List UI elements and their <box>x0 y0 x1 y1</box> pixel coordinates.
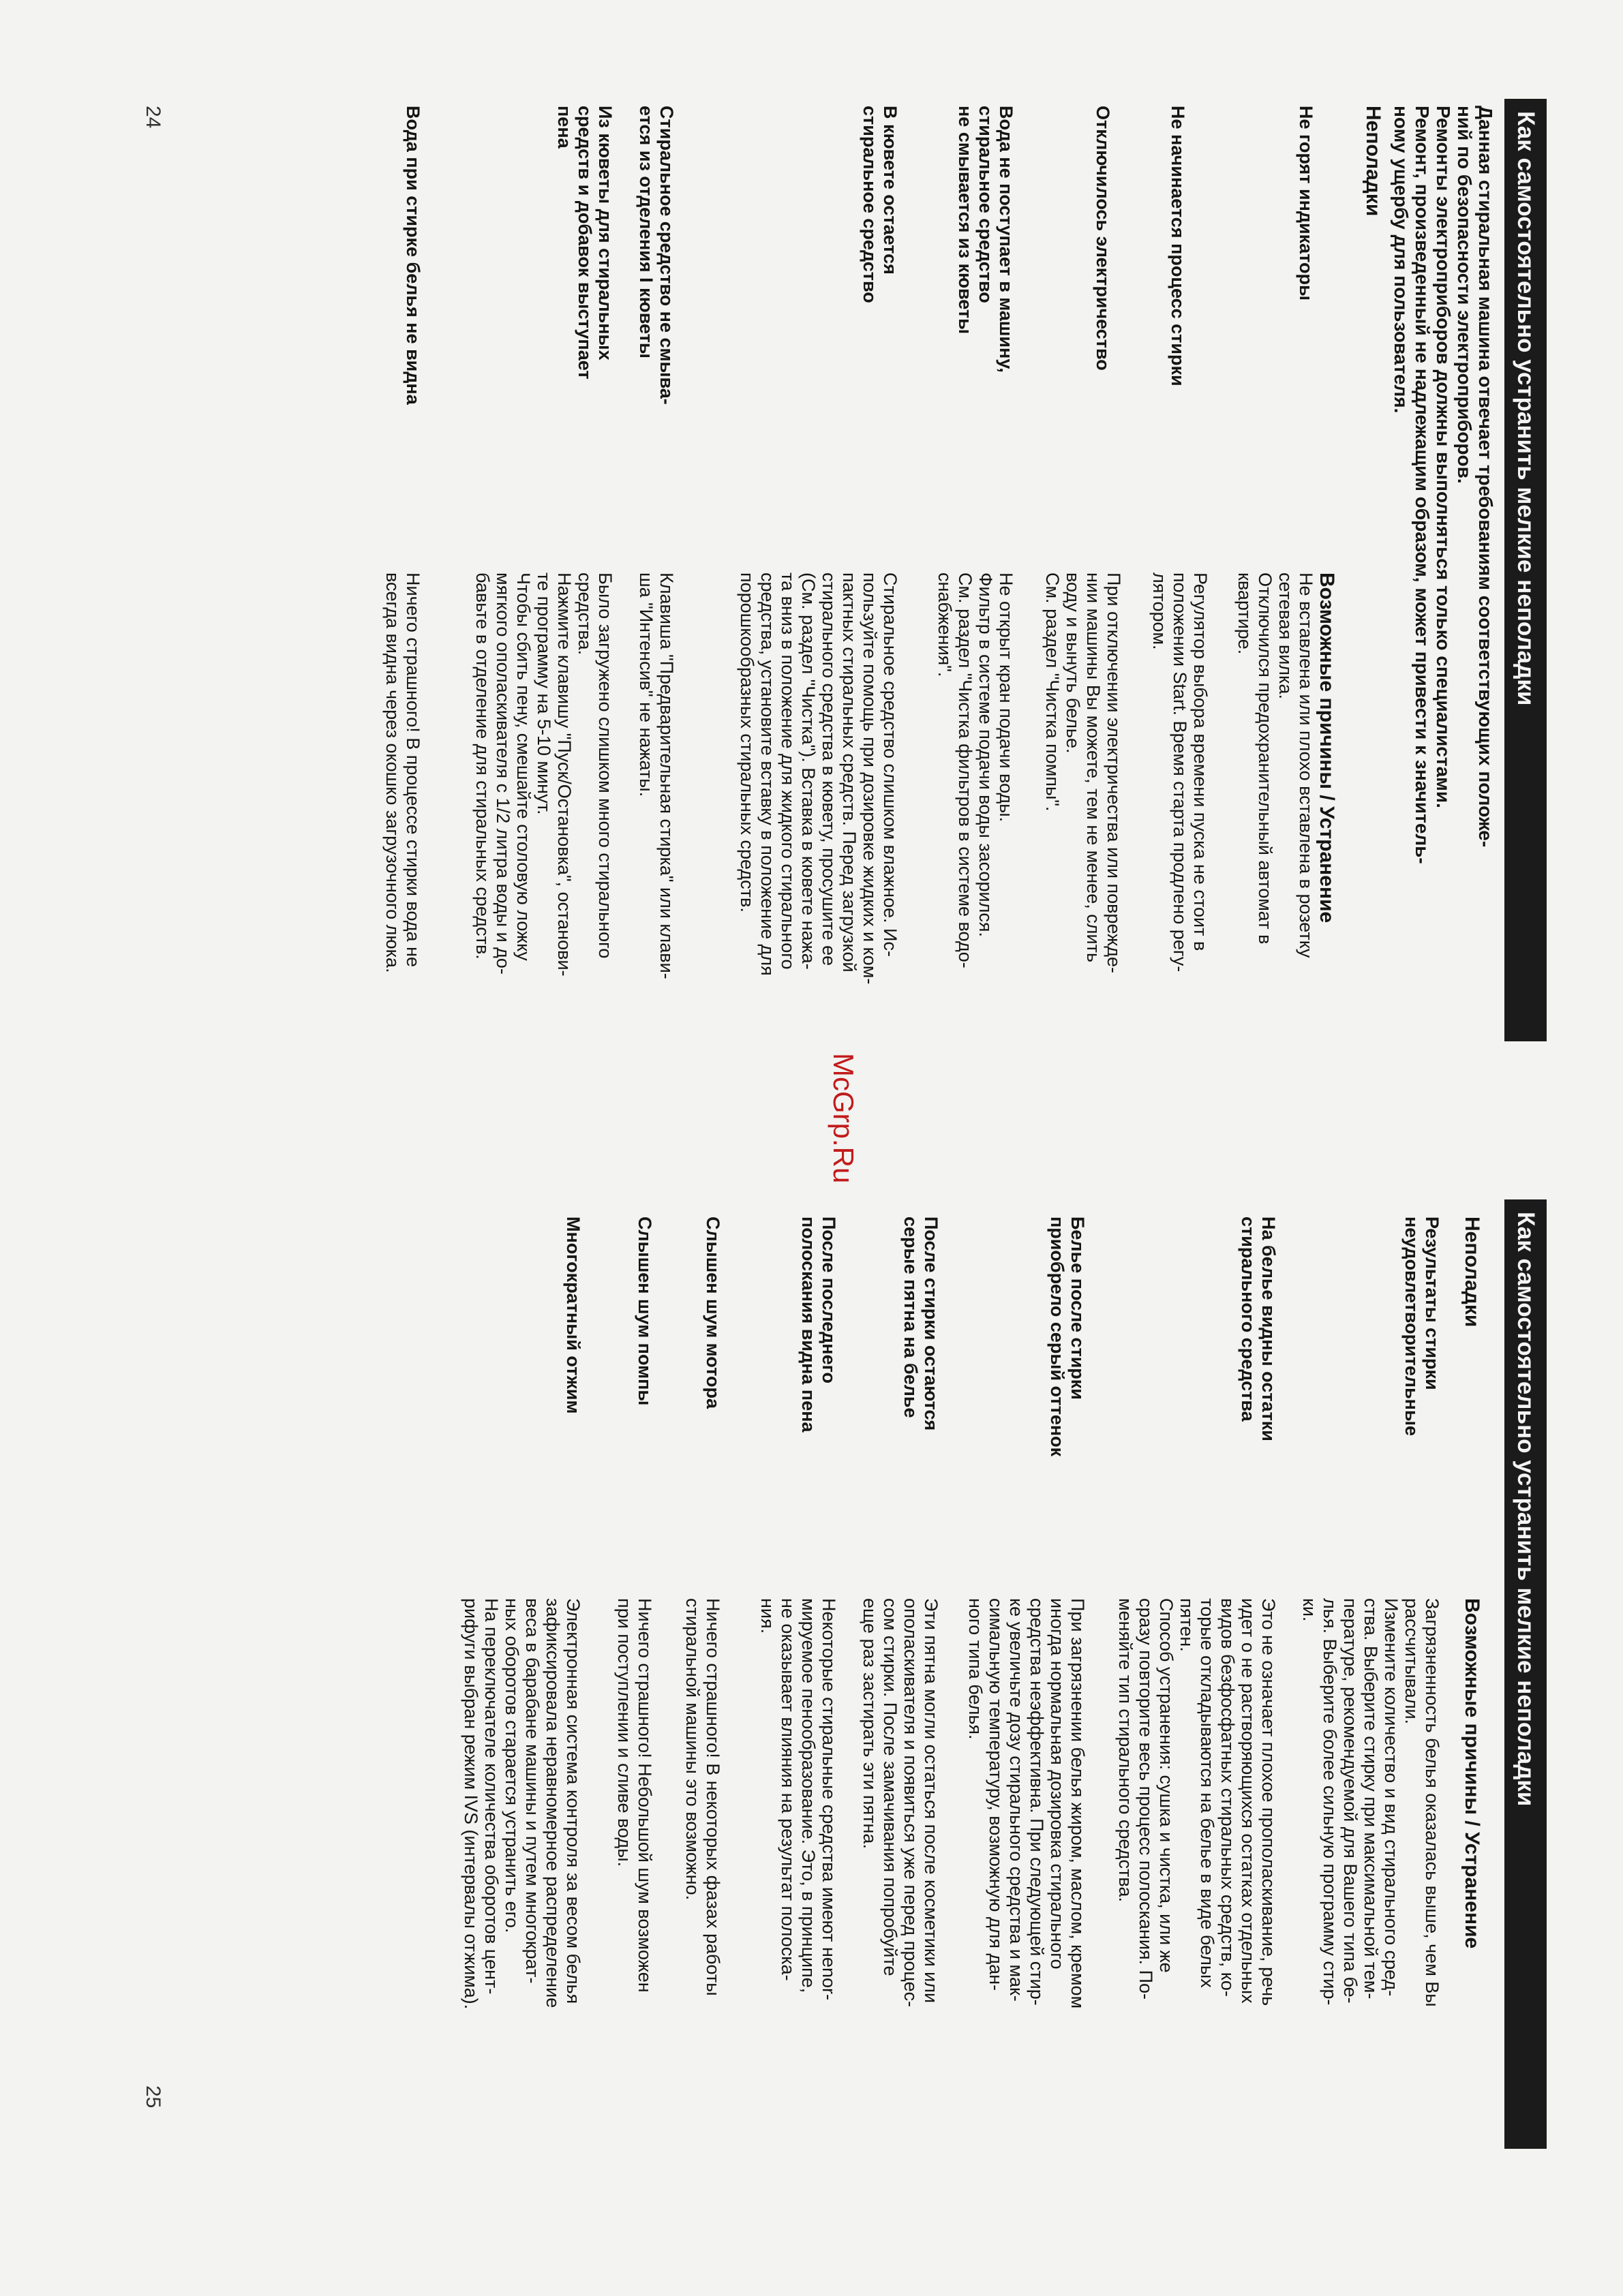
intro-line: ному ущербу для пользователя. <box>1391 106 1412 414</box>
problem-label: Вода не поступает в машину, стиральное средство не смывается из кюветы <box>955 106 1016 373</box>
problem-label: Отключилось электричество <box>1093 106 1113 371</box>
problem-label: Результаты стирки неудовлетворительные <box>1401 1216 1442 1437</box>
solution-text: Это не означает плохое прополаскивание, речь идет о не растворяющихся остатках отдельных видов безфосфатных стиральных средств, ко- торые откладываются на белье в виде белых пятен. Способ устранения: сушка и чистка, или же сразу повторите весь процесс полоскания. По- меняйте тип стирального средства. <box>1115 1598 1279 2006</box>
solution-text: Ничего страшного! В некоторых фазах работы стиральной машины это возможно. <box>682 1598 723 1996</box>
solution-text: При загрязнении белья жиром, маслом, кремом иногда нормальная дозировка стирального средства неэффективна. При следующей стир- ке увеличьте дозу стирального средства и мак- симальную температуру, возможную для дан- ного типа белья. <box>965 1598 1088 2009</box>
watermark-text: McGrp.Ru <box>828 1053 860 1184</box>
solution-text: Было загружено слишком много стирального средства. Нажмите клавишу "Пуск/Остановка", останови- те программу на 5-10 минут. Чтобы сбить пену, смешайте столовую ложку мягкого ополаскивателя с 1/2 литра воды и до- бавьте в отделение для стиральных средств. <box>472 572 616 977</box>
problem-label: Из кюветы для стиральных средств и добавок выступает пена <box>554 106 616 380</box>
problem-label: Не горят индикаторы <box>1296 106 1316 301</box>
page-title: Как самостоятельно устранить мелкие неполадки <box>1504 99 1547 1041</box>
solution-text: Ничего страшного! В процессе стирки вода не всегда видна через окошко загрузочного люка. <box>382 572 423 973</box>
problem-label: На белье видны остатки стирального средства <box>1238 1216 1279 1441</box>
solution-text: Электронная система контроля за весом белья зафиксировала неравномерное распределение веса в барабане машины и путем многократ- ных оборотов старается устранить его. На переключателе количества оборотов цент- рифуги выбран режим IVS (интервалы отжима). <box>461 1598 583 2010</box>
column-header-solution: Возможные причины / Устранение <box>1316 572 1338 923</box>
solution-text: Не открыт кран подачи воды. Фильтр в системе подачи воды засорился. См. раздел "Чистка фильтров в системе водо- снабжения". <box>935 572 1016 968</box>
solution-text: Клавиша "Предварительная стирка" или клави- ша "Интенсив" не нажаты. <box>636 572 677 979</box>
solution-text: Эти пятна могли остаться после косметики или ополаскивателя и появиться уже перед процес- сом стирки. После замачивания попробуйте еще раз застирать эти пятна. <box>860 1598 941 2008</box>
page-title: Как самостоятельно устранить мелкие неполадки <box>1504 1199 1547 2149</box>
problem-label: Слышен шум мотора <box>703 1216 723 1409</box>
page-25 <box>0 1169 1623 2296</box>
solution-text: При отключении электричества или поврежде- нии машины Вы можете, тем не менее, слить воду и вынуть белье. См. раздел "Чистка помпы". <box>1042 572 1124 973</box>
intro-line: Ремонт, произведенный не надлежащим образом, может привести к значитель- <box>1412 106 1433 864</box>
page-number: 25 <box>142 2085 164 2109</box>
problem-label: Многократный отжим <box>563 1216 583 1414</box>
intro-line: Данная стиральная машина отвечает требованиям соответствующих положе- <box>1475 106 1496 848</box>
problem-label: Стиральное средство не смыва- ется из отделения I кюветы <box>636 106 677 405</box>
problem-label: После последнего полоскания видна пена <box>798 1216 839 1433</box>
solution-text: Не вставлена или плохо вставлена в розетку сетевая вилка. Отключился предохранительный автомат в квартире. <box>1234 572 1316 958</box>
problem-label: Не начинается процесс стирки <box>1168 106 1188 386</box>
solution-text: Некоторые стиральные средства имеют нenor- мируемое пенообразование. Это, в принципе, не оказывает влияния на результат полоска- ния. <box>757 1598 839 2000</box>
intro-line: Ремонты электроприборов должны выполняться только специалистами. <box>1433 106 1454 808</box>
problem-label: Белье после стирки приобрело серый оттенок <box>1047 1216 1088 1457</box>
solution-text: Загрязненность белья оказалась выше, чем Вы рассчитывали. Измените количество и вид стирального сред- ства. Выберите стирку при максимальной тем- пературе, рекомендуемой для Вашего типа бе- лья. Выберите более сильную программу стир- ки. <box>1299 1598 1442 2007</box>
problem-label: После стирки остаются серые пятна на белье <box>900 1216 941 1431</box>
solution-text: Ничего страшного! Небольшой шум возможен при поступлении и сливе воды. <box>614 1598 655 1993</box>
intro-line: ний по безопасности электроприборов. <box>1454 106 1475 484</box>
page-number: 24 <box>142 106 164 129</box>
column-header-solution: Возможные причины / Устранение <box>1461 1598 1483 1949</box>
problem-label: Слышен шум помпы <box>635 1216 655 1406</box>
safety-intro <box>1391 106 1496 1012</box>
column-header-problem: Неполадки <box>1362 106 1384 217</box>
problem-label: В кювете остается стиральное средство <box>860 106 900 303</box>
page-24 <box>0 0 1623 1128</box>
problem-label: Вода при стирке белья не видна <box>403 106 423 405</box>
solution-text: Стиральное средство слишком влажное. Ис- пользуйте помощь при дозировке жидких и ком- пактных стиральных средств. Перед загрузкой стирального средства в кювету, просушите ее (См. раздел "Чистка"). Вставка в кювете нажа- та вниз в положение для жидкого стирального средства, установите вставку в положение для порошкообразных стиральных средств. <box>737 572 900 985</box>
column-header-problem: Неполадки <box>1461 1216 1483 1328</box>
solution-text: Регулятор выбора времени пуска не стоит в положении Start. Время старта продлено регу- лятором. <box>1149 572 1211 973</box>
